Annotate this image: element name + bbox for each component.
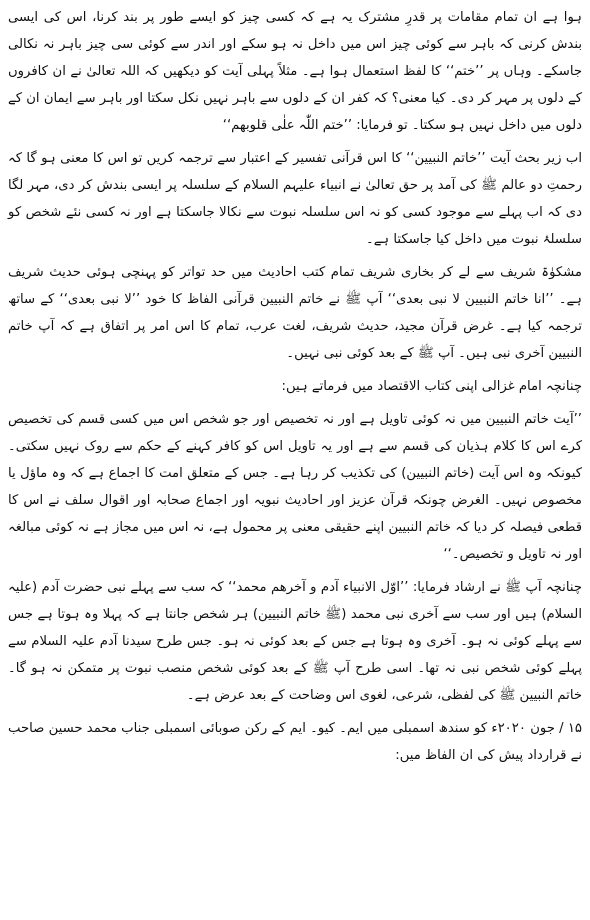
paragraph-khatm-meaning: ہوا ہے ان تمام مقامات پر قدرِ مشترک یہ ہے کہ کسی چیز کو ایسے طور پر بند کرنا، اس کی ایسی بندش کرنی کہ باہر سے کوئی چیز اس میں داخل نہ ہو سکے اور اندر سے کوئی سی چیز باہر نہ نکالی جاسکے۔ وہاں پر ’’ختم‘‘ کا لفظ استعمال ہوا ہے۔ مثلاً پہلی آیت کو دیکھیں کہ اللہ تعالیٰ نے ان کافروں کے دلوں پر مہر کر دی۔ کیا معنی؟ کہ کفر ان کے دلوں سے باہر نہیں نکل سکتا اور باہر سے ایمان ان کے دلوں میں داخل نہیں ہو سکتا۔ تو فرمایا: ’’ختم اللّٰہ علٰی قلوبھم‘‘ [8,10,582,133]
paragraph-imam-ghazali-intro: چنانچہ امام غزالی اپنی کتاب الاقتصاد میں فرماتے ہیں: [281,379,582,394]
paragraph-awwal-al-anbiya: چنانچہ آپ ﷺ نے ارشاد فرمایا: ’’اوّل الانبیاء آدم و آخرھم محمد‘‘ کہ سب سے پہلے نبی حضرت آدم (علیہ السلام) ہیں اور سب سے آخری نبی محمد (ﷺ خاتم النبیین) ہر شخص جانتا ہے کہ پہلا وہ ہوتا ہے جس سے پہلے کوئی نہ ہو۔ آخری وہ ہوتا ہے جس کے بعد کوئی نہ ہو۔ جس طرح سیدنا آدم علیہ السلام سے پہلے کوئی شخص نبی نہ تھا۔ اسی طرح آپ ﷺ کے بعد کوئی شخص منصب نبوت پر متمکن نہ ہو گا۔ خاتم النبیین ﷺ کی لفظی، شرعی، لغوی اس وضاحت کے بعد عرض ہے۔ [8,580,582,703]
paragraph-hadith-la-nabi-badi: مشکوٰۃ شریف سے لے کر بخاری شریف تمام کتب احادیث میں حد تواتر کو پہنچی ہوئی حدیث شریف ہے۔ ’’انا خاتم النبیین لا نبی بعدی‘‘ آپ ﷺ نے خاتم النبیین قرآنی الفاظ کا خود ’’لا نبی بعدی‘‘ کے ساتھ ترجمہ کیا ہے۔ غرض قرآن مجید، حدیث شریف، لغت عرب، تمام کا اس امر پر اتفاق ہے کہ آپ خاتم النبیین آخری نبی ہیں۔ آپ ﷺ کے بعد کوئی نبی نہیں۔ [8,265,582,361]
paragraph-khatam-an-nabiyyin-tafsir: اب زیر بحث آیت ’’خاتم النبیین‘‘ کا اس قرآنی تفسیر کے اعتبار سے ترجمہ کریں تو اس کا معنی ہو گا کہ رحمتِ دو عالم ﷺ کی آمد پر حق تعالیٰ نے انبیاء علیہم السلام کے سلسلہ پر ایسی بندش کر دی، مہر لگا دی کہ اب پہلے سے موجود کسی کو نہ اس سلسلہ نبوت سے نکالا جاسکتا ہے اور نہ کسی نئے شخص کو سلسلۂ نبوت میں داخل کیا جاسکتا ہے۔ [8,151,582,247]
paragraph-ghazali-quote: ’’آیت خاتم النبیین میں نہ کوئی تاویل ہے اور نہ تخصیص اور جو شخص اس میں کسی قسم کی تخصیص کرے اس کا کلام ہذیان کی قسم سے ہے اور یہ تاویل اس کو کافر کہنے کے حکم سے روک نہیں سکتی۔ کیونکہ وہ اس آیت (خاتم النبیین) کی تکذیب کر رہا ہے۔ جس کے متعلق امت کا اجماع ہے کہ وہ ماؤل یا مخصوص نہیں۔ الغرض چونکہ قرآن عزیز اور احادیث نبویہ اور اجماع صحابہ اور اقوال سلف نے اس کا قطعی فیصلہ کر دیا کہ خاتم النبیین اپنے حقیقی معنی پر محمول ہے، نہ اس میں مجاز ہے نہ کوئی مبالغہ اور نہ تاویل و تخصیص۔‘‘ [8,412,582,562]
paragraph-sindh-assembly-resolution: ۱۵ / جون ۲۰۲۰ء کو سندھ اسمبلی میں ایم۔ کیو۔ ایم کے رکن صوبائی اسمبلی جناب محمد حسین صاحب نے قرارداد پیش کی ان الفاظ میں: [8,721,582,763]
